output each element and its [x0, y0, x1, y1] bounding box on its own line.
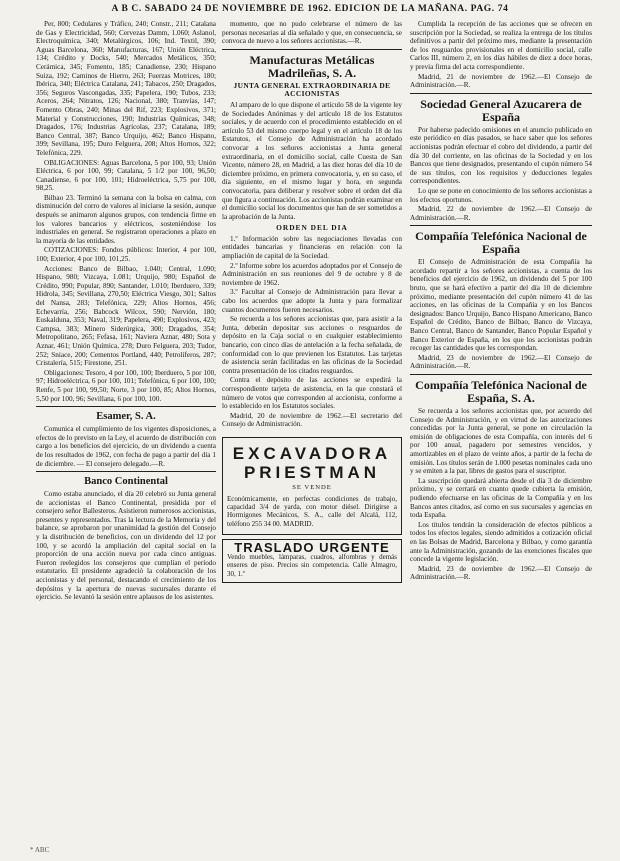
paragraph: Al amparo de lo que dispone el artículo 58 de la vigente ley de Sociedades Anónimas y del artículo 18 de los Estatutos sociales, y de acuerdo con el procedimiento establecido en el artículo 53 del mismo cuerpo legal y en el artículo 18 de los Estatutos, el Consejo de Administración ha acordado convocar a los señores accionistas a Junta general extraordinaria, en el domicilio social, calle Cuesta de San Vicente, número 28, en Madrid, a las diez horas del día 10 de diciembre próximo, en primera convocatoria, y, en su caso, el día siguiente, en el mismo lugar y hora, en segunda convocatoria, para deliberar y resolver sobre el orden del día que figura a continuación. Los accionistas podrán examinar en el domicilio social los documentos que han de ser sometidos a la aprobación de la Junta.: [222, 100, 402, 221]
ad-body: Económicamente, en perfectas condiciones de trabajo, capacidad 3/4 de yarda, con motor diésel. Dirigirse a Hormigones Mecánicos, S. A., calle del Alcalá, 112, teléfono 255 34 00. MADRID.: [227, 494, 397, 528]
paragraph: El Consejo de Administración de esta Compañía ha acordado repartir a los señores accionistas, a cuenta de los beneficios del ejercicio de 1962, un dividendo del 5 por 100 bruto, que se hará efectivo a partir del día 10 de diciembre próximo, mediante presentación del cupón número 41 de las acciones, en las oficinas de la Compañía y en los Bancos designados: Banco Urquijo, Banco Hispano Americano, Banco Español de Crédito, Banco de Bilbao, Banco de Vizcaya, Banco Central, Banco de Santander, Banco Popular Español y Banco Exterior de España, en los que los accionistas podrán recoger las cantidades que les correspondan.: [410, 258, 592, 353]
heading-esamer: Esamer, S. A.: [96, 411, 156, 423]
subheading-junta: JUNTA GENERAL EXTRAORDINARIA DE ACCIONISTAS: [233, 80, 391, 99]
paragraph: OBLIGACIONES: Aguas Barcelona, 5 por 100, 93; Unión Eléctrica, 6 por 100, 99; Catalana, 5 1/2 por 100, 96,50; Canadiense, 6 por 100, 101; Hidroeléctrica, 5,75 por 100, 98,25.: [36, 158, 216, 193]
paragraph: Madrid, 23 de noviembre de 1962.—El Consejo de Administración.—R.: [410, 564, 592, 582]
ad-title-line-2: PRIESTMAN: [243, 462, 381, 482]
ad-title-line-1: EXCAVADORA: [232, 443, 392, 463]
divider: [410, 374, 592, 375]
footer-watermark: * ABC: [30, 846, 50, 854]
divider: [222, 49, 402, 50]
paragraph: Comunica el cumplimiento de los vigentes disposiciones, a efectos de lo previsto en la Ley, el acuerdo de distribución con cargo a los beneficios del ejercicio, de un dividendo a cuenta de los resultados de 1962, con fecha de pago a partir del día 1 de diciembre. — El consejero delegado.—R.: [36, 425, 216, 468]
heading-telefonica-sa: Compañía Telefónica Nacional de España, S. A.: [415, 378, 587, 405]
heading-manufacturas: Manufacturas Metálicas Madrileñas, S. A.: [249, 52, 375, 80]
divider: [410, 93, 592, 94]
paragraph: momento, que no pudo celebrarse el número de las personas necesarias al día señalado y que, en consecuencia, se convoca de nuevo a los señores accionistas.—R.: [222, 20, 402, 46]
page-header: A B C. SABADO 24 DE NOVIEMBRE DE 1962. EDICION DE LA MAÑANA. PAG. 74: [111, 4, 509, 14]
paragraph: Per, 800; Cedulares y Tráfico, 240; Constr., 211; Catalana de Gas y Electricidad, 560; Cervezas Damm, 1.060; Aslanol, Electroquímica, 340; Metalúrgicos, 106; Ind. Textil, 390; Aguas Barcelona, 360; Manufacturas, 167; Unión Eléctrica, 134; Crédito y Docks, 540; Mercados Metálicos, 350; Cerámica, 345; Fomento, 185; Canadiense, 230; Hispano Suiza, 192; Caminos de Hierro, 263; Fuerzas Motrices, 180; Ibérica, 340; Eléctrica Catalana, 241; Tabacos, 250; Dragados, 356; Seguros Vascongadas, 335; Papelera, 190; Tubos, 233; Aceros, 264; Nitratos, 126; Nacional, 380; Tranvías, 147; Fomento Obras, 240; Minas del Rif, 223; Explosivos, 371; Material y Construcciones, 190; Industrias Químicas, 348; Dragados, 176; Industrias Agrícolas, 237; Catalana, 189; Banco Central, 387; Banco Urquijo, 462; Banco Hispano, 399; Sevillana, 195; Duro Felguera, 208; Altos Hornos, 322; Telefónica, 229.: [36, 20, 216, 157]
divider: [36, 406, 216, 407]
paragraph: La suscripción quedará abierta desde el día 3 de diciembre próximo, y se cerrará en cuanto quede cubierta la emisión, pudiendo efectuarse en las oficinas de la Compañía y en los Bancos antes citados, así como en sus sucursales y agencias en toda España.: [410, 476, 592, 520]
paragraph: Lo que se pone en conocimiento de los señores accionistas a los efectos oportunos.: [410, 186, 592, 204]
divider: [410, 225, 592, 226]
paragraph: Acciones: Banco de Bilbao, 1.040; Central, 1.090; Hispano, 980; Vizcaya, 1.081; Urquijo, 980; Español de Crédito, 990; Popular, 890; Santander, 1.010; Iberduero, 339; Hidrola, 345; Sevillana, 270,50; Eléctrica Viesgo, 301; Saltos del Nansa, 283; Telefónica, 229; Altos Hornos, 456; Echevarría, 256; Babcock Wilcox, 590; Nervión, 180; Euskalduna, 353; Naval, 319; Papelera, 490; Explosivos, 423; Campsa, 383; Minero Siderúrgica, 300; Dragados, 354; Metropolitano, 265; Fefasa, 161; Naviera Aznar, 480; Sota y Aznar, 461; Unión Química, 278; Duro Felguera, 203; Tudor, 252; Sniace, 200; Cementos Portland, 440; Petrolíferos, 287; Cristalería, 515; Firestone, 251.: [36, 264, 216, 368]
heading-telefonica: Compañía Telefónica Nacional de España: [415, 229, 587, 257]
paragraph: Bilbao 23. Terminó la semana con la bolsa en calma, con disminución del corro de valores al iniciarse la sesión, aunque después se animaron algunos grupos, con tendencia firme en los valores bancarios y eléctricos, sosteniéndose los industriales en general. Se registraron operaciones a plazo en la mayoría de las entidades.: [36, 193, 216, 245]
ad2-body: Vendo muebles, lámparas, cuadros, alfombras y demás enseres de piso. Precios sin competencia. Calle Almagro, 30, 1.º: [227, 552, 397, 578]
paragraph: Los títulos tendrán la consideración de efectos públicos a todos los efectos legales, siendo admitidos a cotización oficial en las Bolsas de Madrid, Barcelona y Bilbao, y como garantía ante la Administración, gozando de las exenciones fiscales que concede la vigente legislación.: [410, 520, 592, 564]
heading-azucarera: Sociedad General Azucarera de España: [420, 96, 582, 124]
column-left: [36, 20, 216, 845]
ad2-title: TRASLADO URGENTE: [234, 540, 390, 556]
heading-banco-continental: Banco Continental: [84, 476, 168, 488]
paragraph: Contra el depósito de las acciones se expedirá la correspondiente tarjeta de asistencia, en la que constará el número de votos que corresponden al accionista, conforme a lo establecido en los Estatutos sociales.: [222, 376, 402, 411]
paragraph: Madrid, 22 de noviembre de 1962.—El Consejo de Administración.—R.: [410, 205, 592, 222]
subheading-orden-del-dia: ORDEN DEL DIA: [276, 223, 348, 233]
paragraph: Se recuerda a los señores accionistas que, para asistir a la Junta, deberán depositar sus acciones o resguardos de depósito en la Caja social o en cualquier establecimiento bancario, con cinco días de antelación a la fecha señalada, de conformidad con lo que previenen los Estatutos. Las tarjetas de asistencia serán facilitadas en las oficinas de la Sociedad contra presentación de los citados resguardos.: [222, 315, 402, 375]
paragraph: COTIZACIONES: Fondos públicos: Interior, 4 por 100, 100; Exterior, 4 por 100, 101,25.: [36, 246, 216, 264]
paragraph: 3.º Facultar al Consejo de Administración para llevar a cabo los acuerdos que adopte la Junta y para formalizar cuantos documentos fueren necesarios.: [222, 288, 402, 314]
paragraph: Por haberse padecido omisiones en el anuncio publicado en este periódico en días pasados, se hace saber que los señores accionistas podrán efectuar el cobro del dividendo, a partir del día 30 del corriente, en las oficinas de la Sociedad y en los Bancos que tiene designados, presentando el cupón número 54 de sus títulos, con los requisitos y deducciones legales correspondientes.: [410, 125, 592, 186]
divider: [36, 471, 216, 472]
paragraph: Obligaciones: Tesoro, 4 por 100, 100; Iberduero, 5 por 100, 97; Hidroeléctrica, 6 por 100, 101; Telefónica, 6 por 100, 100; Renfe, 5 por 100, 99,50; Norte, 3 por 100, 85; Altos Hornos, 5,50 por 100, 96; Sevillana, 6 por 100, 100.: [36, 368, 216, 403]
column-right: [410, 20, 592, 845]
paragraph: Madrid, 21 de noviembre de 1962.—El Consejo de Administración.—R.: [410, 72, 592, 90]
paragraph: Madrid, 20 de noviembre de 1962.—El secretario del Consejo de Administración.: [222, 411, 402, 429]
advertisement-traslado: [222, 539, 402, 583]
paragraph: 1.º Información sobre las negociaciones llevadas con entidades bancarias y financieras en relación con la ampliación de capital de la Sociedad.: [222, 234, 402, 261]
paragraph: Madrid, 23 de noviembre de 1962.—El Consejo de Administración.—R.: [410, 353, 592, 371]
column-middle: [222, 20, 402, 845]
paragraph: Como estaba anunciado, el día 20 celebró su Junta general de accionistas el Banco Continental, presidida por el consejero señor Ballesteros. Asistieron numerosos accionistas, presentes y representados. Tras la lectura de la Memoria y del balance, se aprobaron por unanimidad la gestión del Consejo y la distribución de beneficios, con un dividendo del 12 por 100, y se acordó la ampliación del capital social en la proporción de una acción nueva por cada cinco antiguas. Fueron reelegidos los consejeros que cumplían el período estatutario. El presidente agradeció la colaboración de los accionistas y del personal, destacando el crecimiento de los depósitos y la apertura de nuevas sucursales durante el ejercicio. Se levantó la sesión entre aplausos de los asistentes.: [36, 490, 216, 602]
paragraph: 2.º Informe sobre los acuerdos adoptados por el Consejo de Administración en sus reuniones del 9 de octubre y 8 de noviembre de 1962.: [222, 261, 402, 287]
paragraph: Se recuerda a los señores accionistas que, por acuerdo del Consejo de Administración, y en virtud de las autorizaciones concedidas por la Junta general, se pone en circulación la emisión de obligaciones de esta Compañía, con interés del 6 por 100 anual, pagadero por semestres vencidos, y amortizables en el plazo de veinte años, a partir de la fecha de emisión. Los títulos serán de 1.000 pesetas nominales cada uno y se emiten a la par, libres de gastos para el suscriptor.: [410, 407, 592, 476]
paragraph: Cumplida la recepción de las acciones que se ofrecen en suscripción por la Sociedad, se realiza la entrega de los títulos definitivos a partir del próximo mes, mediante la presentación de los resguardos provisionales en el domicilio social, calle Carlos III, número 2, en los días hábiles de diez a doce horas, y previa firma del acta correspondiente.: [410, 20, 592, 71]
advertisement-excavadora: [222, 437, 402, 535]
ad-subtitle: SE VENDE: [292, 483, 332, 491]
